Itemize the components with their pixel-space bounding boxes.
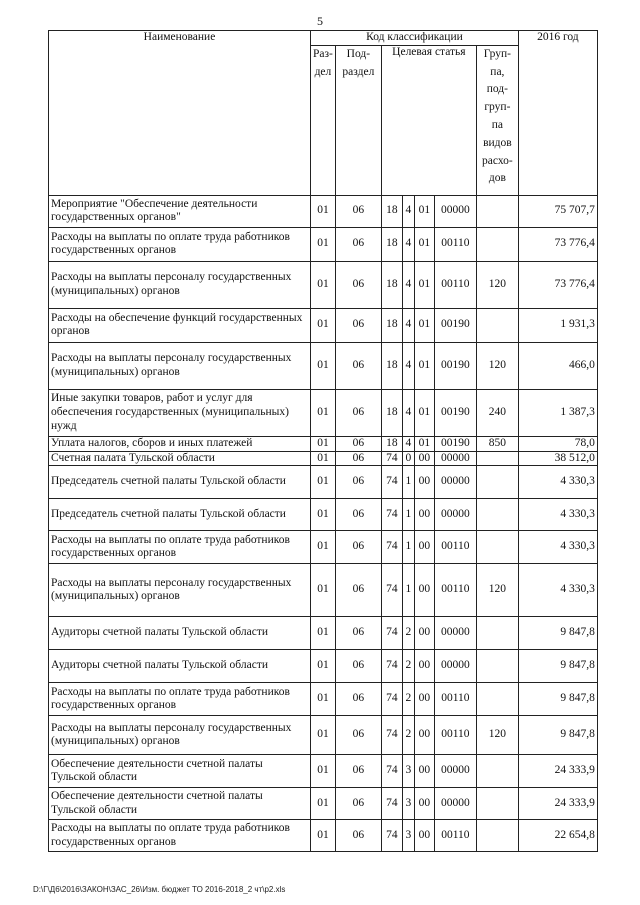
row-section: 01: [311, 564, 336, 617]
row-target-part-4: 00110: [434, 683, 476, 716]
row-target-part-3: 00: [414, 451, 434, 466]
row-name: Расходы на выплаты персоналу государственных (муниципальных) органов: [49, 716, 311, 755]
row-target-part-2: 1: [402, 564, 414, 617]
page-number: 5: [317, 14, 323, 28]
row-expense-group: [476, 617, 518, 650]
row-amount: 73 776,4: [518, 227, 597, 261]
row-target-part-3: 01: [414, 308, 434, 342]
row-target-part-3: 01: [414, 342, 434, 389]
row-subsection: 06: [335, 261, 381, 308]
row-target-part-3: 01: [414, 436, 434, 451]
row-subsection: 06: [335, 389, 381, 436]
row-name: Расходы на выплаты по оплате труда работников государственных органов: [49, 820, 311, 852]
row-target-part-3: 01: [414, 261, 434, 308]
table-row: [49, 451, 598, 466]
row-target-part-2: 4: [402, 389, 414, 436]
row-target-part-1: 74: [381, 617, 402, 650]
row-target-part-4: 00190: [434, 436, 476, 451]
row-amount: 9 847,8: [518, 650, 597, 683]
row-section: 01: [311, 650, 336, 683]
row-target-part-2: 3: [402, 820, 414, 852]
row-target-part-1: 74: [381, 820, 402, 852]
row-name: Уплата налогов, сборов и иных платежей: [49, 436, 311, 451]
row-section: 01: [311, 389, 336, 436]
table-row: [49, 820, 598, 852]
row-target-part-1: 74: [381, 683, 402, 716]
row-target-part-2: 0: [402, 451, 414, 466]
table-row: [49, 755, 598, 788]
row-target-part-2: 2: [402, 683, 414, 716]
row-target-part-2: 2: [402, 617, 414, 650]
row-target-part-3: 00: [414, 755, 434, 788]
row-expense-group: [476, 755, 518, 788]
row-target-part-3: 00: [414, 564, 434, 617]
row-subsection: 06: [335, 436, 381, 451]
row-name: Расходы на выплаты по оплате труда работников государственных органов: [49, 227, 311, 261]
table-row: [49, 261, 598, 308]
row-section: 01: [311, 451, 336, 466]
row-subsection: 06: [335, 227, 381, 261]
row-name: Обеспечение деятельности счетной палаты Тульской области: [49, 755, 311, 788]
table-body: [49, 195, 598, 852]
row-section: 01: [311, 308, 336, 342]
row-amount: 4 330,3: [518, 499, 597, 531]
row-name: Иные закупки товаров, работ и услуг для обеспечения государственных (муниципальных) нужд: [49, 389, 311, 436]
row-target-part-1: 74: [381, 531, 402, 564]
row-target-part-1: 74: [381, 499, 402, 531]
row-target-part-4: 00000: [434, 617, 476, 650]
table-row: [49, 617, 598, 650]
row-target-part-4: 00110: [434, 531, 476, 564]
row-target-part-1: 74: [381, 755, 402, 788]
row-target-part-2: 2: [402, 650, 414, 683]
row-target-part-1: 18: [381, 227, 402, 261]
row-section: 01: [311, 195, 336, 227]
row-expense-group: [476, 308, 518, 342]
row-target-part-1: 74: [381, 564, 402, 617]
row-expense-group: [476, 227, 518, 261]
row-expense-group: 120: [476, 716, 518, 755]
row-target-part-4: 00190: [434, 389, 476, 436]
col-header-expense-group: Груп- па, под- груп- па видов расхо- дов: [476, 45, 518, 195]
row-name: Председатель счетной палаты Тульской области: [49, 466, 311, 499]
row-section: 01: [311, 499, 336, 531]
row-target-part-2: 3: [402, 755, 414, 788]
row-target-part-3: 00: [414, 650, 434, 683]
row-target-part-1: 18: [381, 261, 402, 308]
row-target-part-2: 3: [402, 788, 414, 820]
table-row: [49, 342, 598, 389]
row-target-part-1: 18: [381, 342, 402, 389]
row-name: Расходы на выплаты по оплате труда работников государственных органов: [49, 683, 311, 716]
table-row: [49, 788, 598, 820]
row-subsection: 06: [335, 451, 381, 466]
table-row: [49, 531, 598, 564]
row-target-part-2: 4: [402, 227, 414, 261]
row-subsection: 06: [335, 716, 381, 755]
col-header-section: Раз- дел: [311, 45, 336, 195]
table-row: [49, 389, 598, 436]
row-amount: 24 333,9: [518, 788, 597, 820]
row-expense-group: [476, 499, 518, 531]
row-target-part-4: 00000: [434, 451, 476, 466]
row-subsection: 06: [335, 531, 381, 564]
row-section: 01: [311, 820, 336, 852]
table-row: [49, 683, 598, 716]
row-target-part-2: 4: [402, 308, 414, 342]
row-expense-group: [476, 466, 518, 499]
row-section: 01: [311, 755, 336, 788]
row-name: Расходы на выплаты персоналу государственных (муниципальных) органов: [49, 564, 311, 617]
row-target-part-3: 00: [414, 683, 434, 716]
row-target-part-3: 00: [414, 499, 434, 531]
row-amount: 4 330,3: [518, 531, 597, 564]
row-name: Обеспечение деятельности счетной палаты Тульской области: [49, 788, 311, 820]
row-name: Аудиторы счетной палаты Тульской области: [49, 650, 311, 683]
row-name: Аудиторы счетной палаты Тульской области: [49, 617, 311, 650]
row-target-part-1: 74: [381, 716, 402, 755]
row-amount: 22 654,8: [518, 820, 597, 852]
row-target-part-1: 18: [381, 308, 402, 342]
file-path-footer: D:\Г\Д6\2016\ЗАКОН\ЗАС_26\Изм. бюджет ТО 2016-2018_2 чт\р2.xls: [33, 885, 286, 894]
row-target-part-3: 00: [414, 466, 434, 499]
row-target-part-4: 00000: [434, 499, 476, 531]
table-row: [49, 436, 598, 451]
row-name: Расходы на выплаты по оплате труда работников государственных органов: [49, 531, 311, 564]
table-row: [49, 716, 598, 755]
row-target-part-4: 00110: [434, 227, 476, 261]
row-target-part-3: 01: [414, 389, 434, 436]
col-header-name: Наименование: [49, 31, 311, 196]
row-target-part-2: 1: [402, 531, 414, 564]
row-target-part-4: 00110: [434, 820, 476, 852]
row-target-part-4: 00000: [434, 788, 476, 820]
row-target-part-3: 01: [414, 227, 434, 261]
row-expense-group: 240: [476, 389, 518, 436]
row-target-part-4: 00190: [434, 342, 476, 389]
row-amount: 466,0: [518, 342, 597, 389]
row-target-part-2: 4: [402, 261, 414, 308]
row-expense-group: [476, 820, 518, 852]
row-target-part-4: 00000: [434, 650, 476, 683]
row-target-part-1: 74: [381, 466, 402, 499]
table-row: [49, 308, 598, 342]
row-target-part-1: 74: [381, 451, 402, 466]
row-name: Расходы на обеспечение функций государственных органов: [49, 308, 311, 342]
row-target-part-4: 00110: [434, 564, 476, 617]
col-header-classification: Код классификации: [311, 31, 519, 46]
row-target-part-4: 00110: [434, 261, 476, 308]
row-subsection: 06: [335, 755, 381, 788]
table-row: [49, 650, 598, 683]
row-expense-group: 120: [476, 564, 518, 617]
row-target-part-4: 00000: [434, 466, 476, 499]
row-amount: 24 333,9: [518, 755, 597, 788]
col-header-year: 2016 год: [518, 31, 597, 196]
row-amount: 9 847,8: [518, 683, 597, 716]
row-subsection: 06: [335, 308, 381, 342]
row-section: 01: [311, 227, 336, 261]
row-target-part-2: 2: [402, 716, 414, 755]
row-target-part-2: 4: [402, 436, 414, 451]
row-target-part-2: 1: [402, 499, 414, 531]
row-section: 01: [311, 342, 336, 389]
row-section: 01: [311, 261, 336, 308]
table-row: [49, 564, 598, 617]
row-amount: 1 931,3: [518, 308, 597, 342]
row-target-part-3: 00: [414, 716, 434, 755]
row-amount: 78,0: [518, 436, 597, 451]
row-section: 01: [311, 466, 336, 499]
row-subsection: 06: [335, 683, 381, 716]
row-subsection: 06: [335, 788, 381, 820]
col-header-subsection: Под- раздел: [335, 45, 381, 195]
row-expense-group: [476, 650, 518, 683]
row-expense-group: [476, 195, 518, 227]
row-subsection: 06: [335, 617, 381, 650]
row-expense-group: 850: [476, 436, 518, 451]
row-target-part-3: 00: [414, 820, 434, 852]
row-amount: 73 776,4: [518, 261, 597, 308]
row-name: Расходы на выплаты персоналу государственных (муниципальных) органов: [49, 261, 311, 308]
row-amount: 9 847,8: [518, 617, 597, 650]
row-amount: 38 512,0: [518, 451, 597, 466]
row-section: 01: [311, 683, 336, 716]
row-amount: 9 847,8: [518, 716, 597, 755]
row-target-part-1: 74: [381, 650, 402, 683]
row-expense-group: [476, 788, 518, 820]
row-section: 01: [311, 788, 336, 820]
table-row: [49, 499, 598, 531]
row-name: Расходы на выплаты персоналу государственных (муниципальных) органов: [49, 342, 311, 389]
row-amount: 75 707,7: [518, 195, 597, 227]
row-target-part-4: 00000: [434, 755, 476, 788]
row-target-part-4: 00190: [434, 308, 476, 342]
row-section: 01: [311, 617, 336, 650]
row-target-part-2: 4: [402, 195, 414, 227]
row-subsection: 06: [335, 564, 381, 617]
row-expense-group: 120: [476, 342, 518, 389]
budget-table: [48, 30, 598, 852]
row-subsection: 06: [335, 342, 381, 389]
row-name: Счетная палата Тульской области: [49, 451, 311, 466]
table-row: [49, 227, 598, 261]
table-row: [49, 195, 598, 227]
row-section: 01: [311, 436, 336, 451]
table-row: [49, 466, 598, 499]
row-target-part-1: 74: [381, 788, 402, 820]
row-target-part-3: 00: [414, 617, 434, 650]
row-target-part-1: 18: [381, 195, 402, 227]
row-target-part-2: 1: [402, 466, 414, 499]
row-subsection: 06: [335, 650, 381, 683]
row-name: Председатель счетной палаты Тульской области: [49, 499, 311, 531]
row-name: Мероприятие "Обеспечение деятельности государственных органов": [49, 195, 311, 227]
row-target-part-3: 01: [414, 195, 434, 227]
row-subsection: 06: [335, 466, 381, 499]
row-target-part-2: 4: [402, 342, 414, 389]
row-target-part-4: 00000: [434, 195, 476, 227]
row-expense-group: 120: [476, 261, 518, 308]
row-expense-group: [476, 683, 518, 716]
row-expense-group: [476, 531, 518, 564]
row-expense-group: [476, 451, 518, 466]
row-amount: 1 387,3: [518, 389, 597, 436]
row-target-part-4: 00110: [434, 716, 476, 755]
row-subsection: 06: [335, 195, 381, 227]
row-subsection: 06: [335, 499, 381, 531]
row-target-part-3: 00: [414, 788, 434, 820]
row-target-part-1: 18: [381, 389, 402, 436]
row-target-part-3: 00: [414, 531, 434, 564]
row-section: 01: [311, 531, 336, 564]
row-section: 01: [311, 716, 336, 755]
row-amount: 4 330,3: [518, 564, 597, 617]
row-amount: 4 330,3: [518, 466, 597, 499]
row-subsection: 06: [335, 820, 381, 852]
header-row-1: [49, 31, 598, 46]
row-target-part-1: 18: [381, 436, 402, 451]
col-header-target-item: Целевая статья: [381, 45, 476, 195]
